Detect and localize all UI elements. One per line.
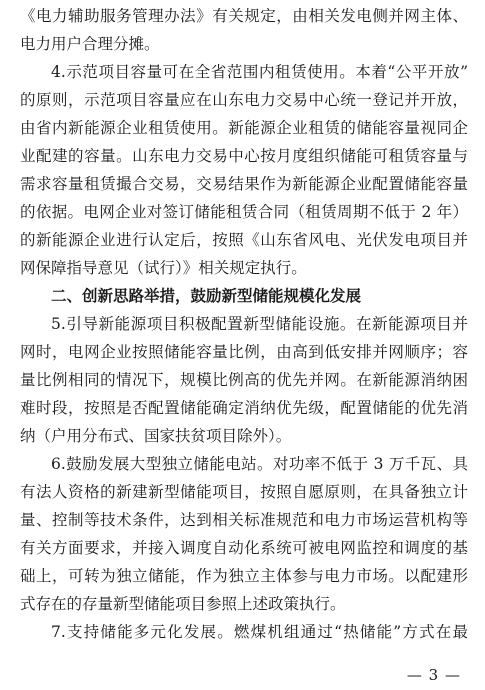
text-line: 《电力辅助服务管理办法》有关规定，由相关发电侧并网主体、 (20, 7, 468, 25)
section-heading: 二、创新思路举措，鼓励新型储能规模化发展 (51, 287, 362, 305)
text-line: 量、控制等技术条件，达到相关标准规范和电力市场运营机构等 (20, 511, 468, 529)
document-body (20, 2, 468, 646)
text-line: 需求容量租赁撮合交易，交易结果作为新能源企业配置储能容量 (20, 175, 468, 193)
text-line: 电力用户合理分摊。 (20, 35, 160, 53)
text-line: 的原则，示范项目容量应在山东电力交易中心统一登记并开放， (20, 91, 468, 109)
text-line: 4.示范项目容量可在全省范围内租赁使用。本着“公平开放” (51, 63, 468, 81)
page-number: — 3 — (406, 666, 461, 684)
text-line: 网时，电网企业按照储能容量比例，由高到低安排并网顺序；容 (20, 343, 468, 361)
text-line: 有关方面要求，并接入调度自动化系统可被电网监控和调度的基 (20, 539, 468, 557)
text-line: 有法人资格的新建新型储能项目，按照自愿原则，在具备独立计 (20, 483, 468, 501)
text-line: 础上，可转为独立储能，作为独立主体参与电力市场。以配建形 (20, 567, 468, 585)
text-line: 网保障指导意见（试行）》相关规定执行。 (20, 259, 307, 277)
text-line: 业配建的容量。山东电力交易中心按月度组织储能可租赁容量与 (20, 147, 468, 165)
text-line: 量比例相同的情况下，规模比例高的优先并网。在新能源消纳困 (20, 371, 468, 389)
text-line: 6.鼓励发展大型独立储能电站。对功率不低于 3 万千瓦、具 (51, 455, 468, 473)
text-line: 式存在的存量新型储能项目参照上述政策执行。 (20, 595, 346, 613)
text-line: 7.支持储能多元化发展。燃煤机组通过“热储能”方式在最 (51, 623, 468, 641)
text-line: 由省内新能源企业租赁使用。新能源企业租赁的储能容量视同企 (20, 119, 468, 137)
text-line: 的新能源企业进行认定后，按照《山东省风电、光伏发电项目并 (20, 231, 468, 249)
text-line: 5.引导新能源项目积极配置新型储能设施。在新能源项目并 (51, 315, 468, 333)
text-line: 难时段，按照是否配置储能确定消纳优先级，配置储能的优先消 (20, 399, 468, 417)
text-line: 纳（户用分布式、国家扶贫项目除外）。 (20, 427, 292, 445)
text-line: 的依据。电网企业对签订储能租赁合同（租赁周期不低于 2 年） (20, 203, 468, 221)
